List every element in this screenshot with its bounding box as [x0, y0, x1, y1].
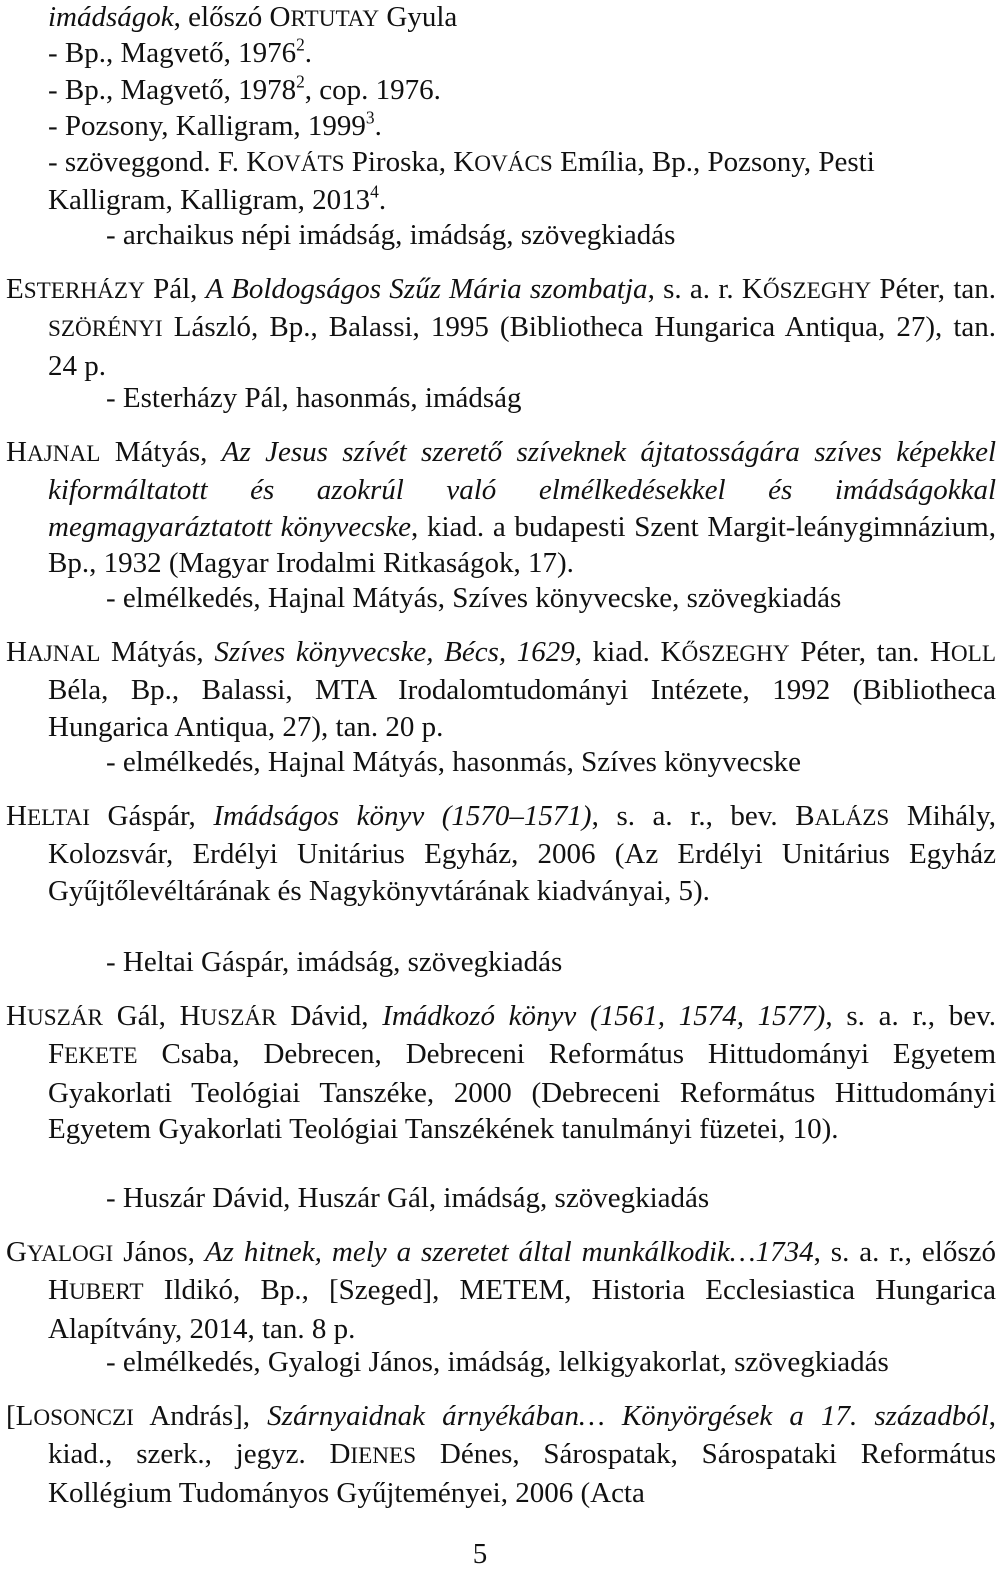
entry-continuation: imádságok, előszó ORTUTAY Gyula: [48, 1, 458, 33]
entry-keywords: - elmélkedés, Gyalogi János, imádság, lelkigyakorlat, szövegkiadás: [106, 1346, 889, 1378]
bibliography-entry: HAJNAL Mátyás, Az Jesus szívét szerető szíveknek ájtatosságára szíves képekkel kiformáltatott és azokrúl való elmélkedésekkel és imádságokkal megmagyaráztatott könyvecske, kiad. a budapesti Szent Margit-leánygimnázium, Bp., 1932 (Magyar Irodalmi Ritkaságok, 17).: [6, 436, 996, 579]
bibliography-entry: HAJNAL Mátyás, Szíves könyvecske, Bécs, 1629, kiad. KŐSZEGHY Péter, tan. HOLL Béla, Bp., Balassi, MTA Irodalomtudományi Intézete, 1992 (Bibliotheca Hungarica Antiqua, 27), tan. 20 p.: [6, 636, 996, 743]
entry-keywords: - Huszár Dávid, Huszár Gál, imádság, szövegkiadás: [106, 1182, 710, 1214]
entry-keywords: - Esterházy Pál, hasonmás, imádság: [106, 382, 522, 414]
bibliography-entry: HUSZÁR Gál, HUSZÁR Dávid, Imádkozó könyv (1561, 1574, 1577), s. a. r., bev. FEKETE Csaba, Debrecen, Debreceni Református Hittudományi Egyetem Gyakorlati Teológiai Tanszéke, 2000 (Debreceni Református Hittudományi Egyetem Gyakorlati Teológiai Tanszékének tanulmányi füzetei, 10).: [6, 1000, 996, 1145]
page-number: 5: [472, 1538, 488, 1570]
bibliography-entry: ESTERHÁZY Pál, A Boldogságos Szűz Mária szombatja, s. a. r. KŐSZEGHY Péter, tan. SZÖRÉNYI László, Bp., Balassi, 1995 (Bibliotheca Hungarica Antiqua, 27), tan. 24 p.: [6, 273, 996, 382]
edition-line: - Bp., Magvető, 1976$^2$.: [48, 34, 313, 69]
entry-keywords: - archaikus népi imádság, imádság, szövegkiadás: [106, 219, 676, 251]
edition-line: - szöveggond. F. KOVÁTS Piroska, KOVÁCS Emília, Bp., Pozsony, Pesti Kalligram, Kalligram, 2013$^4$.: [48, 146, 875, 217]
edition-line: - Bp., Magvető, 1978$^2$, cop. 1976.: [48, 71, 441, 106]
bibliography-entry: GYALOGI János, Az hitnek, mely a szeretet által munkálkodik…1734, s. a. r., előszó HUBERT Ildikó, Bp., [Szeged], METEM, Historia Ecclesiastica Hungarica Alapítvány, 2014, tan. 8 p.: [6, 1236, 996, 1345]
entry-keywords: - elmélkedés, Hajnal Mátyás, Szíves könyvecske, szövegkiadás: [106, 582, 842, 614]
entry-keywords: - elmélkedés, Hajnal Mátyás, hasonmás, Szíves könyvecske: [106, 746, 802, 778]
entry-keywords: - Heltai Gáspár, imádság, szövegkiadás: [106, 946, 563, 978]
bibliography-entry: [LOSONCZI András], Szárnyaidnak árnyékában… Könyörgések a 17. századból, kiad., szerk., jegyz. DIENES Dénes, Sárospatak, Sárospataki Református Kollégium Tudományos Gyűjteményei, 2006 (Acta: [6, 1400, 996, 1509]
bibliography-entry: HELTAI Gáspár, Imádságos könyv (1570–1571), s. a. r., bev. BALÁZS Mihály, Kolozsvár, Erdélyi Unitárius Egyház, 2006 (Az Erdélyi Unitárius Egyház Gyűjtőlevéltárának és Nagykönyvtárának kiadványai, 5).: [6, 800, 996, 907]
edition-line: - Pozsony, Kalligram, 1999$^3$.: [48, 107, 382, 142]
